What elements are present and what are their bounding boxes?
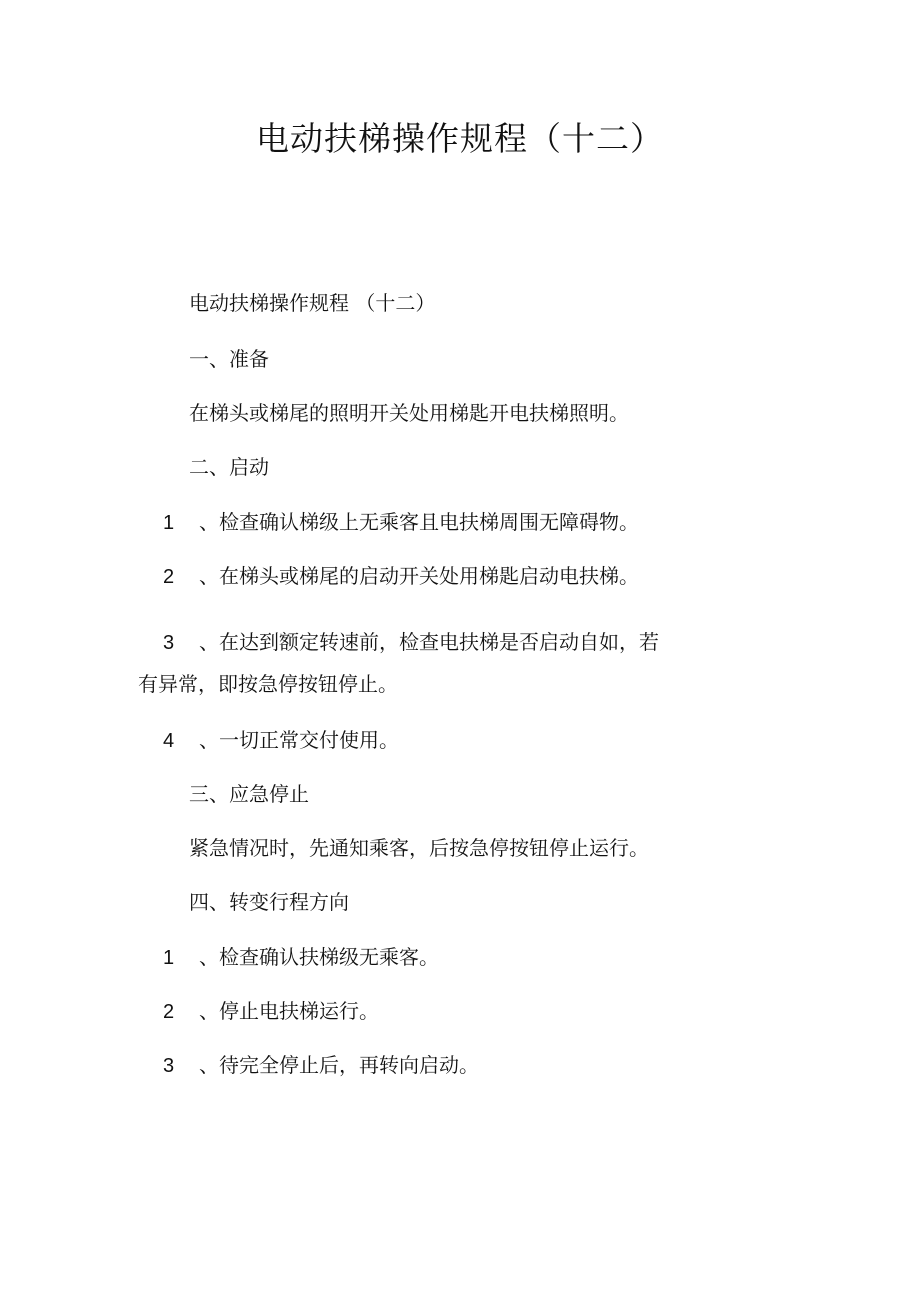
item-number: 2 [163,566,175,588]
item-text: 、检查确认梯级上无乘客且电扶梯周围无障碍物。 [199,510,639,534]
item-number: 1 [163,512,175,534]
document-subtitle: 电动扶梯操作规程 （十二） [189,291,436,315]
start-item-3-continuation: 有异常，即按急停按钮停止。 [138,672,398,696]
emergency-text: 紧急情况时，先通知乘客，后按急停按钮停止运行。 [189,836,649,860]
start-item-4 [163,726,399,755]
item-text: 、在梯头或梯尾的启动开关处用梯匙启动电扶梯。 [199,564,639,588]
item-number: 2 [163,1001,175,1023]
prepare-text: 在梯头或梯尾的照明开关处用梯匙开电扶梯照明。 [189,401,629,425]
item-text: 、待完全停止后，再转向启动。 [199,1053,479,1077]
item-text: 、一切正常交付使用。 [199,728,399,752]
reverse-item-3 [163,1051,479,1080]
section-heading-prepare: 一、准备 [189,347,269,371]
item-text: 、停止电扶梯运行。 [199,999,379,1023]
item-text: 、检查确认扶梯级无乘客。 [199,945,439,969]
reverse-item-2 [163,997,379,1026]
reverse-item-1 [163,943,439,972]
item-number: 3 [163,632,175,654]
section-heading-emergency: 三、应急停止 [189,782,309,806]
start-item-2 [163,562,639,591]
document-title: 电动扶梯操作规程（十二） [256,119,664,158]
start-item-3 [163,628,659,657]
section-heading-reverse: 四、转变行程方向 [189,890,349,914]
item-number: 1 [163,947,175,969]
start-item-1 [163,508,639,537]
item-number: 4 [163,730,175,752]
item-number: 3 [163,1055,175,1077]
section-heading-start: 二、启动 [189,455,269,479]
item-text: 、在达到额定转速前，检查电扶梯是否启动自如，若 [199,630,659,654]
